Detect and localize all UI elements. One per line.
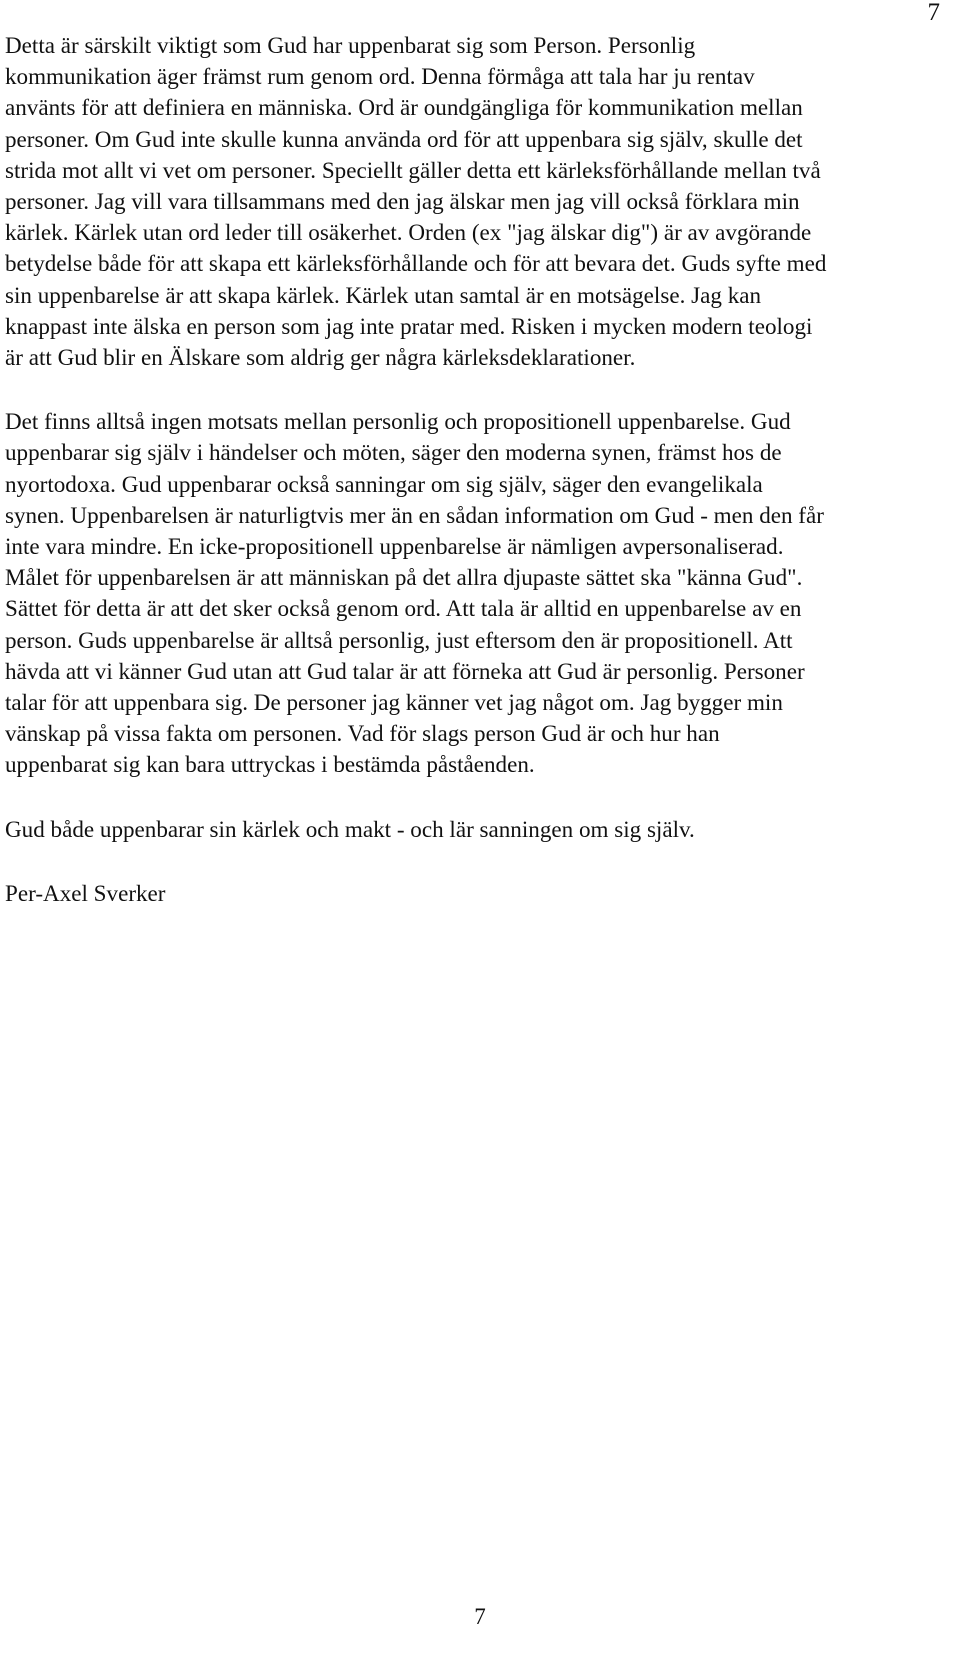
text-line: använts för att definiera en människa. Ord är oundgängliga för kommunikation mellan [5, 94, 803, 121]
text-line: nyortodoxa. Gud uppenbarar också sanningar om sig själv, säger den evangelikala [5, 470, 763, 497]
page-number-bottom: 7 [474, 1604, 486, 1629]
text-line: talar för att uppenbara sig. De personer jag känner vet jag något om. Jag bygger min [5, 689, 783, 716]
text-line: knappast inte älska en person som jag inte pratar med. Risken i mycken modern teologi [5, 312, 813, 339]
author-name: Per-Axel Sverker [5, 879, 166, 906]
paragraph-3 [5, 814, 953, 845]
text-line: Sättet för detta är att det sker också genom ord. Att tala är alltid en uppenbarelse av en [5, 595, 802, 622]
text-line: personer. Jag vill vara tillsammans med den jag älskar men jag vill också förklara min [5, 188, 800, 215]
text-line: personer. Om Gud inte skulle kunna använda ord för att uppenbara sig själv, skulle det [5, 125, 803, 152]
text-line: betydelse både för att skapa ett kärleksförhållande och för att bevara det. Guds syfte med [5, 250, 827, 277]
text-line: synen. Uppenbarelsen är naturligtvis mer än en sådan information om Gud - men den får [5, 501, 824, 528]
text-line: hävda att vi känner Gud utan att Gud talar är att förneka att Gud är personlig. Personer [5, 657, 805, 684]
author-signature [5, 878, 953, 909]
text-line: vänskap på vissa fakta om personen. Vad för slags person Gud är och hur han [5, 720, 720, 747]
text-line: Det finns alltså ingen motsats mellan personlig och propositionell uppenbarelse. Gud [5, 408, 791, 435]
text-line: uppenbarat sig kan bara uttryckas i bestämda påståenden. [5, 751, 535, 778]
text-line: person. Guds uppenbarelse är alltså personlig, just eftersom den är propositionell. Att [5, 626, 793, 653]
paragraph-1 [5, 30, 953, 373]
page-number-top: 7 [927, 0, 940, 26]
text-line: Detta är särskilt viktigt som Gud har uppenbarat sig som Person. Personlig [5, 32, 696, 58]
text-line: sin uppenbarelse är att skapa kärlek. Kärlek utan samtal är en motsägelse. Jag kan [5, 281, 762, 308]
text-line: strida mot allt vi vet om personer. Speciellt gäller detta ett kärleksförhållande mellan två [5, 156, 821, 183]
text-line: inte vara mindre. En icke-propositionell uppenbarelse är nämligen avpersonaliserad. [5, 533, 784, 560]
document-body [5, 30, 953, 909]
text-line: Målet för uppenbarelsen är att människan på det allra djupaste sättet ska "känna Gud". [5, 564, 803, 591]
paragraph-2 [5, 406, 953, 780]
text-line: kommunikation äger främst rum genom ord. Denna förmåga att tala har ju rentav [5, 63, 755, 90]
text-line: är att Gud blir en Älskare som aldrig ger några kärleksdeklarationer. [5, 344, 636, 371]
text-line: kärlek. Kärlek utan ord leder till osäkerhet. Orden (ex "jag älskar dig") är av avgörande [5, 219, 812, 246]
text-line: uppenbarar sig själv i händelser och möten, säger den moderna synen, främst hos de [5, 439, 782, 466]
text-line: Gud både uppenbarar sin kärlek och makt - och lär sanningen om sig själv. [5, 815, 695, 842]
